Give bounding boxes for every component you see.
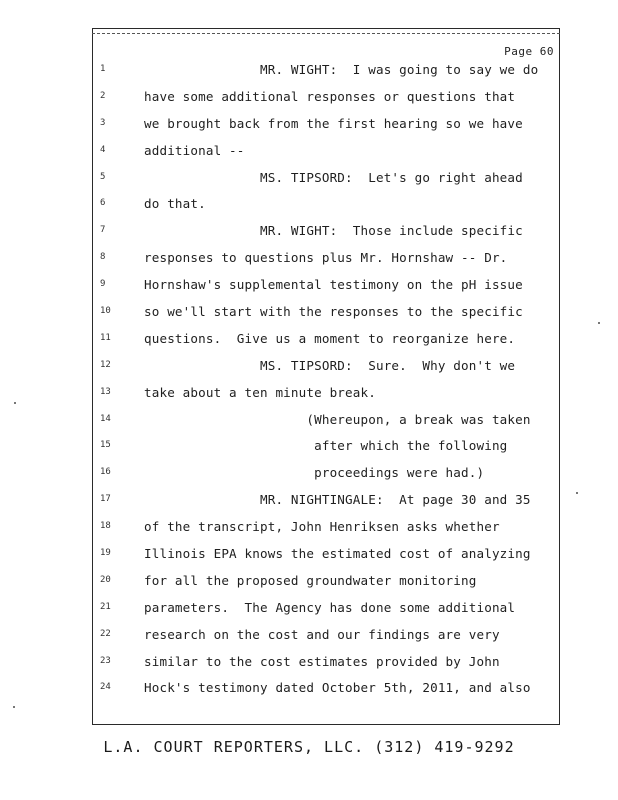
transcript-line <box>0 62 618 89</box>
transcript-lines <box>0 62 618 707</box>
page-number: Page 60 <box>504 45 554 58</box>
line-text: so we'll start with the responses to the specific <box>144 304 523 320</box>
line-number: 15 <box>100 440 111 451</box>
transcript-line <box>0 223 618 250</box>
line-number: 21 <box>100 601 111 612</box>
transcript-line <box>0 331 618 358</box>
line-text: do that. <box>144 196 206 212</box>
transcript-line <box>0 143 618 170</box>
line-text: research on the cost and our findings are very <box>144 626 500 642</box>
transcript-line <box>0 519 618 546</box>
line-text: Illinois EPA knows the estimated cost of analyzing <box>144 546 531 562</box>
line-text: for all the proposed groundwater monitoring <box>144 572 477 588</box>
line-number: 19 <box>100 548 111 559</box>
line-number: 18 <box>100 521 111 532</box>
line-text: have some additional responses or questions that <box>144 88 516 104</box>
line-number: 1 <box>100 64 106 74</box>
line-text: Hornshaw's supplemental testimony on the pH issue <box>144 277 523 293</box>
line-text: parameters. The Agency has done some additional <box>144 599 516 615</box>
line-number: 6 <box>100 198 106 209</box>
line-text: MR. WIGHT: Those include specific <box>144 223 523 239</box>
line-number: 23 <box>100 655 111 666</box>
transcript-line <box>0 304 618 331</box>
transcript-line <box>0 438 618 465</box>
line-text: MR. WIGHT: I was going to say we do <box>144 62 539 77</box>
scan-speck <box>14 402 16 404</box>
line-number: 8 <box>100 252 106 263</box>
line-number: 20 <box>100 574 111 585</box>
line-number: 14 <box>100 413 111 424</box>
transcript-line <box>0 116 618 143</box>
transcript-line <box>0 89 618 116</box>
line-text: responses to questions plus Mr. Hornshaw -- Dr. <box>144 250 508 266</box>
line-number: 16 <box>100 467 111 478</box>
line-text: we brought back from the first hearing so we have <box>144 115 523 131</box>
line-number: 12 <box>100 359 111 370</box>
transcript-line <box>0 358 618 385</box>
line-text: questions. Give us a moment to reorganize here. <box>144 330 516 346</box>
line-number: 22 <box>100 628 111 639</box>
line-number: 5 <box>100 171 106 182</box>
transcript-line <box>0 277 618 304</box>
line-number: 4 <box>100 144 106 155</box>
transcript-line <box>0 250 618 277</box>
transcript-line <box>0 196 618 223</box>
transcript-line <box>0 412 618 439</box>
line-number: 10 <box>100 306 111 317</box>
transcript-line <box>0 627 618 654</box>
line-number: 2 <box>100 90 106 101</box>
line-text: Hock's testimony dated October 5th, 2011, and also <box>144 680 531 696</box>
transcript-line <box>0 385 618 412</box>
scan-speck <box>13 706 15 708</box>
scan-speck <box>598 322 600 324</box>
transcript-line <box>0 492 618 519</box>
line-text: MS. TIPSORD: Let's go right ahead <box>144 169 523 185</box>
line-number: 11 <box>100 332 111 343</box>
line-number: 9 <box>100 279 106 290</box>
line-text: proceedings were had.) <box>144 465 485 481</box>
line-text: after which the following <box>144 438 508 454</box>
line-text: MS. TIPSORD: Sure. Why don't we <box>144 357 516 373</box>
line-number: 13 <box>100 386 111 397</box>
transcript-line <box>0 654 618 681</box>
scan-speck <box>576 492 578 494</box>
transcript-line <box>0 573 618 600</box>
line-number: 7 <box>100 225 106 236</box>
line-number: 17 <box>100 494 111 505</box>
transcript-line <box>0 546 618 573</box>
top-rule <box>92 33 560 34</box>
court-reporter-footer: L.A. COURT REPORTERS, LLC. (312) 419-9292 <box>103 738 515 756</box>
line-text: additional -- <box>144 142 245 158</box>
transcript-line <box>0 680 618 707</box>
transcript-line <box>0 465 618 492</box>
transcript-line <box>0 170 618 197</box>
transcript-line <box>0 600 618 627</box>
line-text: similar to the cost estimates provided by John <box>144 653 500 669</box>
line-number: 24 <box>100 682 111 693</box>
line-text: take about a ten minute break. <box>144 384 376 400</box>
line-text: of the transcript, John Henriksen asks whether <box>144 519 500 535</box>
line-number: 3 <box>100 117 106 128</box>
line-text: MR. NIGHTINGALE: At page 30 and 35 <box>144 492 531 508</box>
line-text: (Whereupon, a break was taken <box>144 411 531 427</box>
